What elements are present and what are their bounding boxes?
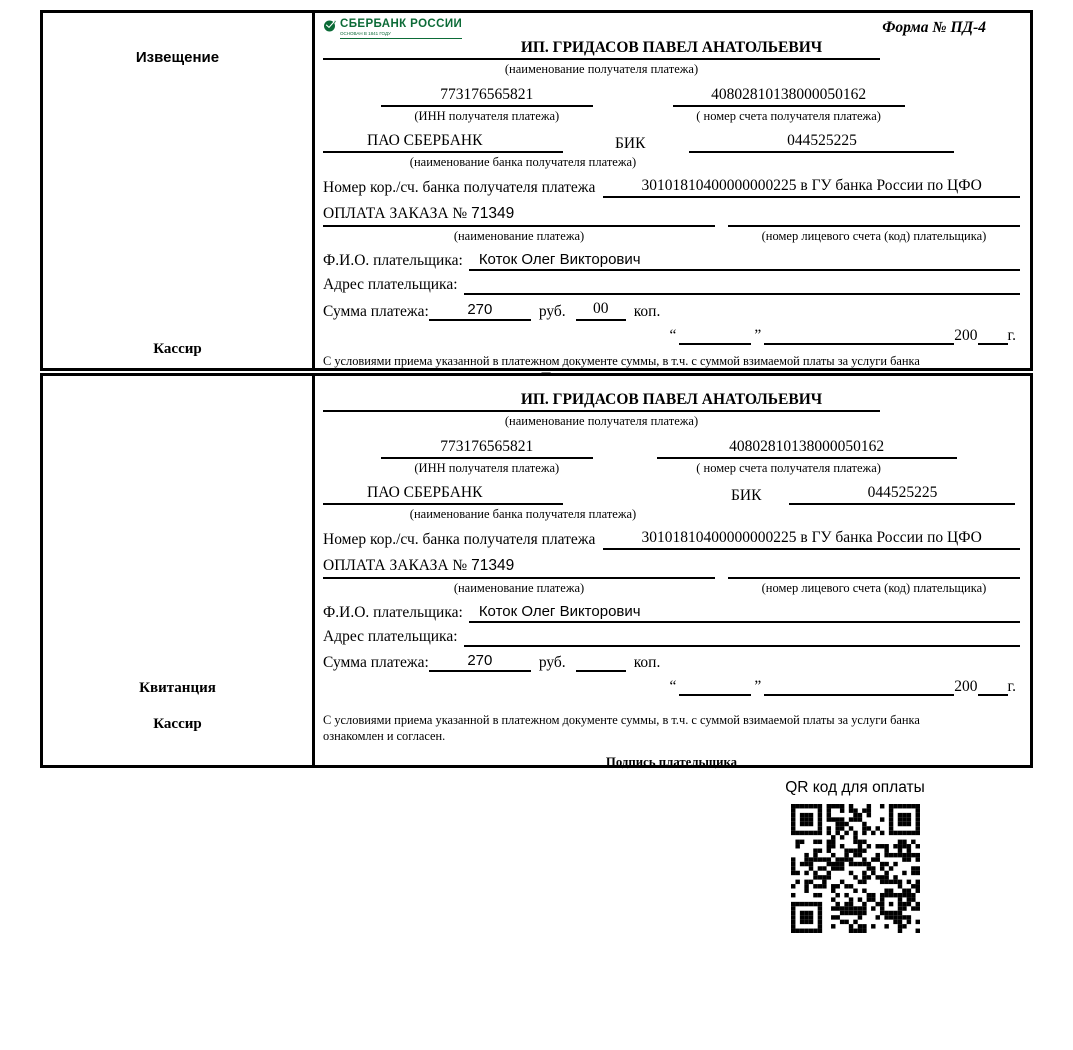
terms-line1: С условиями приема указанной в платежном документе суммы, в т.ч. с суммой взимаемой платы за услуги банка	[323, 353, 920, 368]
inn-account-captions	[323, 107, 1020, 128]
open-quote: “	[669, 326, 677, 344]
date-month-field	[764, 325, 954, 345]
payee-name: ИП. ГРИДАСОВ ПАВЕЛ АНАТОЛЬЕВИЧ	[520, 38, 823, 56]
bik-label: БИК	[731, 487, 762, 504]
close-quote: ”	[754, 678, 762, 695]
payment-name-field	[323, 557, 715, 579]
kop-label: коп.	[633, 302, 661, 320]
account-caption: ( номер счета получателя платежа)	[696, 108, 881, 123]
rub-label: руб.	[538, 654, 566, 671]
cashier-label: Кассир	[153, 341, 202, 357]
amount-kop-value	[576, 669, 626, 672]
terms-block	[323, 712, 1020, 771]
payer-code-field	[728, 203, 1020, 227]
sum-label: Сумма платежа:	[323, 302, 429, 320]
address-label: Адрес плательщика:	[323, 275, 458, 293]
payer-code-caption: (номер лицевого счета (код) плательщика)	[761, 228, 987, 243]
sberbank-emblem-icon	[323, 19, 336, 32]
payer-address-value	[464, 627, 1020, 647]
payment-name-field	[323, 205, 715, 227]
payee-caption: (наименование получателя платежа)	[504, 414, 699, 428]
rub-label: руб.	[538, 302, 566, 320]
close-quote: ”	[754, 326, 762, 344]
payer-fio-row	[323, 603, 1020, 623]
qr-label: QR код для оплаты	[785, 779, 925, 796]
corr-account-row	[323, 529, 1020, 550]
bank-caption: (наименование банка получателя платежа)	[409, 507, 637, 521]
payment-captions-row	[323, 581, 1020, 599]
payment-captions-row	[323, 229, 1020, 247]
date-day-field	[679, 325, 751, 345]
account-value: 40802810138000050162	[673, 86, 905, 107]
signature-label: Подпись плательщика	[605, 755, 738, 770]
bank-name: ПАО СБЕРБАНК	[367, 131, 483, 149]
payer-address-row	[323, 627, 1020, 647]
receipt-section	[40, 373, 1033, 768]
notice-left-cell	[43, 13, 315, 368]
amount-row	[323, 652, 1020, 672]
payment-name-label: ОПЛАТА ЗАКАЗА №	[323, 204, 468, 222]
notice-title: Извещение	[135, 49, 220, 66]
payer-fio-value: Коток Олег Викторович	[469, 251, 1020, 271]
sberbank-logo	[323, 19, 462, 39]
inn-caption: (ИНН получателя платежа)	[414, 108, 560, 123]
year-prefix: 200	[954, 678, 978, 695]
corr-value: 30101810400000000225 в ГУ банка России по ЦФО	[603, 177, 1020, 198]
terms-line1: С условиями приема указанной в платежном документе суммы, в т.ч. с суммой взимаемой платы за услуги банка	[323, 713, 920, 727]
bank-name: ПАО СБЕРБАНК	[367, 484, 483, 501]
corr-label: Номер кор./сч. банка получателя платежа	[323, 178, 596, 196]
fio-label: Ф.И.О. плательщика:	[323, 251, 463, 269]
inn-caption: (ИНН получателя платежа)	[414, 461, 560, 475]
corr-value: 30101810400000000225 в ГУ банка России по ЦФО	[603, 529, 1020, 550]
address-label: Адрес плательщика:	[323, 628, 458, 645]
sum-label: Сумма платежа:	[323, 654, 429, 671]
date-year-field	[978, 676, 1008, 696]
logo-text: СБЕРБАНК РОССИИ	[340, 18, 463, 30]
receipt-left-cell	[43, 376, 315, 765]
payment-name-caption: (наименование платежа)	[453, 581, 585, 595]
qr-block	[747, 779, 963, 933]
order-number: 71349	[471, 204, 515, 222]
notice-form	[315, 13, 1030, 368]
logo-text-wrap	[340, 19, 462, 39]
corr-label: Номер кор./сч. банка получателя платежа	[323, 531, 596, 548]
payer-address-value	[464, 275, 1020, 295]
bank-name-field	[323, 484, 563, 505]
year-prefix: 200	[954, 326, 978, 344]
date-day-field	[679, 676, 751, 696]
qr-code	[791, 804, 920, 933]
bank-caption: (наименование банка получателя платежа)	[409, 154, 637, 169]
bank-name-field	[323, 132, 563, 153]
bank-row	[323, 484, 1020, 505]
terms-line2: ознакомлен и согласен.	[323, 729, 446, 744]
form-code: Форма № ПД-4	[882, 19, 986, 36]
payment-name-caption: (наименование платежа)	[453, 228, 585, 243]
open-quote: “	[669, 678, 677, 695]
account-caption: ( номер счета получателя платежа)	[696, 461, 881, 475]
inn-value: 773176565821	[381, 86, 593, 107]
payment-name-row	[323, 555, 1020, 579]
payer-fio-row	[323, 251, 1020, 271]
order-number: 71349	[471, 557, 515, 574]
amount-row	[323, 300, 1020, 321]
date-row	[323, 676, 1020, 696]
corr-account-row	[323, 177, 1020, 198]
cashier-label: Кассир	[153, 716, 202, 732]
receipt-form	[315, 376, 1030, 770]
bik-value: 044525225	[789, 484, 1015, 505]
amount-rub-value: 270	[429, 301, 531, 321]
year-suffix: г.	[1007, 326, 1016, 344]
payer-address-row	[323, 275, 1020, 295]
account-value: 40802810138000050162	[657, 438, 957, 459]
payment-name-label: ОПЛАТА ЗАКАЗА №	[323, 557, 468, 574]
logo-subtext: ОСНОВАН В 1841 ГОДУ	[340, 30, 391, 36]
date-row	[323, 325, 1020, 345]
bank-row	[323, 132, 1020, 153]
year-suffix: г.	[1007, 678, 1016, 695]
logo-row	[323, 19, 1020, 39]
payer-code-caption: (номер лицевого счета (код) плательщика)	[761, 581, 987, 595]
date-month-field	[764, 676, 954, 696]
inn-account-row	[323, 438, 1020, 459]
inn-account-captions	[323, 459, 1020, 480]
inn-value: 773176565821	[381, 438, 593, 459]
fio-label: Ф.И.О. плательщика:	[323, 604, 463, 621]
payee-caption: (наименование получателя платежа)	[504, 61, 699, 76]
inn-account-row	[323, 86, 1020, 107]
bik-value: 044525225	[689, 132, 954, 153]
notice-section	[40, 10, 1033, 371]
receipt-title: Квитанция	[139, 680, 216, 696]
payment-name-row	[323, 203, 1020, 227]
bik-label: БИК	[615, 134, 646, 152]
amount-rub-value: 270	[429, 652, 531, 672]
payer-fio-value: Коток Олег Викторович	[469, 603, 1020, 623]
amount-kop-value: 00	[576, 300, 626, 321]
payer-code-field	[728, 555, 1020, 579]
payee-name: ИП. ГРИДАСОВ ПАВЕЛ АНАТОЛЬЕВИЧ	[520, 391, 823, 408]
date-year-field	[978, 325, 1008, 345]
kop-label: коп.	[633, 654, 661, 671]
